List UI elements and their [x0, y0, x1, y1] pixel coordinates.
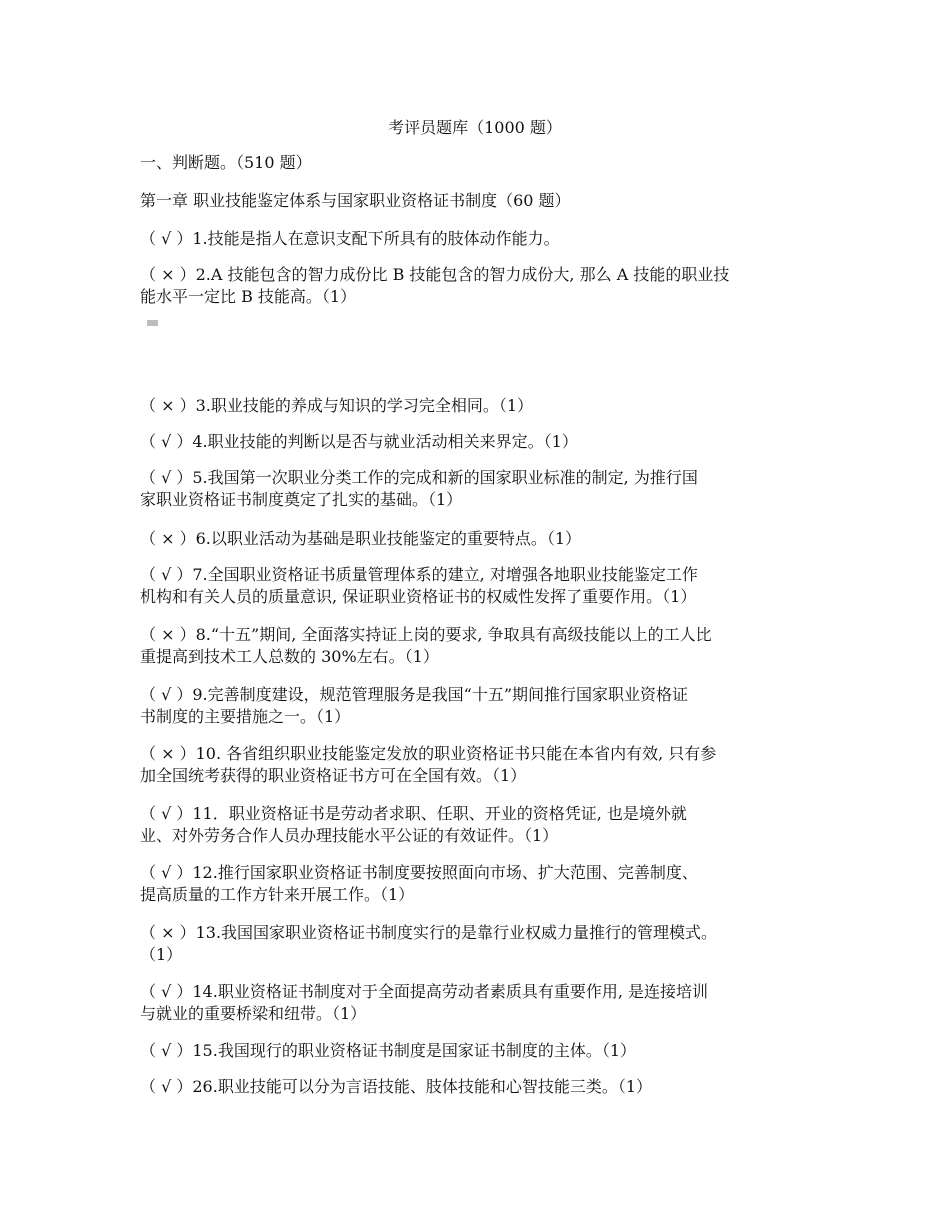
question-line [140, 981, 815, 1003]
question-line [140, 264, 815, 286]
question-text: 10. 各省组织职业技能鉴定发放的职业资格证书只能在本省内有效, 只有参 [195, 744, 717, 763]
question-item [140, 624, 815, 668]
question-line [140, 1040, 815, 1062]
question-line [140, 564, 815, 586]
answer-mark: （ √ ） [140, 804, 193, 823]
question-line [140, 528, 815, 550]
image-placeholder [147, 320, 158, 326]
question-item [140, 862, 815, 906]
question-text: 13.我国国家职业资格证书制度实行的是靠行业权威力量推行的管理模式。 [195, 923, 718, 942]
question-text: 26.职业技能可以分为言语技能、肢体技能和心智技能三类。（1） [192, 1077, 653, 1096]
question-item [140, 264, 815, 308]
question-line: 重提高到技术工人总数的 30%左右。（1） [140, 647, 439, 666]
question-item [140, 1040, 815, 1062]
question-line [140, 395, 815, 417]
question-line [140, 624, 815, 646]
question-line [140, 743, 815, 765]
question-item [140, 981, 815, 1025]
answer-mark: （ × ） [140, 923, 196, 942]
question-text: 9.完善制度建设，规范管理服务是我国“十五”期间推行国家职业资格证 [192, 685, 689, 704]
question-line: （1） [140, 945, 183, 964]
question-line [140, 803, 815, 825]
question-line: 与就业的重要桥梁和纽带。（1） [140, 1004, 367, 1023]
question-item [140, 564, 815, 608]
question-item [140, 743, 815, 787]
question-item [140, 922, 815, 966]
question-line: 书制度的主要措施之一。（1） [140, 707, 351, 726]
question-line: 家职业资格证书制度奠定了扎实的基础。（1） [140, 490, 463, 509]
answer-mark: （ √ ） [140, 982, 193, 1001]
question-text: 5.我国第一次职业分类工作的完成和新的国家职业标准的制定, 为推行国 [192, 468, 698, 487]
question-line [140, 922, 815, 944]
question-item [140, 431, 815, 453]
question-text: 3.职业技能的养成与知识的学习完全相同。（1） [195, 396, 534, 415]
question-item [140, 395, 815, 417]
answer-mark: （ √ ） [140, 685, 193, 704]
question-text: 15.我国现行的职业资格证书制度是国家证书制度的主体。（1） [192, 1041, 637, 1060]
question-line: 提高质量的工作方针来开展工作。（1） [140, 885, 415, 904]
question-line [140, 228, 815, 250]
question-line [140, 1076, 815, 1098]
question-item [140, 228, 815, 250]
answer-mark: （ √ ） [140, 565, 193, 584]
answer-mark: （ × ） [140, 529, 196, 548]
answer-mark: （ √ ） [140, 432, 193, 451]
answer-mark: （ × ） [140, 396, 196, 415]
question-text: 6.以职业活动为基础是职业技能鉴定的重要特点。（1） [195, 529, 582, 548]
question-line: 加全国统考获得的职业资格证书方可在全国有效。（1） [140, 766, 527, 785]
answer-mark: （ × ） [140, 744, 196, 763]
question-line: 能水平一定比 B 技能高。（1） [140, 287, 357, 306]
chapter-heading: 第一章 职业技能鉴定体系与国家职业资格证书制度（60 题） [140, 191, 571, 210]
question-item [140, 528, 815, 550]
answer-mark: （ √ ） [140, 468, 193, 487]
question-item [140, 684, 815, 728]
answer-mark: （ √ ） [140, 1041, 193, 1060]
question-line: 机构和有关人员的质量意识, 保证职业资格证书的权威性发挥了重要作用。（1） [140, 587, 697, 606]
question-text: 1.技能是指人在意识支配下所具有的肢体动作能力。 [192, 229, 560, 248]
question-text: 12.推行国家职业资格证书制度要按照面向市场、扩大范围、完善制度、 [192, 863, 698, 882]
question-text: 8.“十五”期间, 全面落实持证上岗的要求, 争取具有高级技能以上的工人比 [195, 625, 712, 644]
question-line [140, 684, 815, 706]
question-line [140, 431, 815, 453]
question-text: 11．职业资格证书是劳动者求职、任职、开业的资格凭证, 也是境外就 [192, 804, 687, 823]
section-heading: 一、判断题。（510 题） [140, 153, 312, 172]
question-text: 2.A 技能包含的智力成份比 B 技能包含的智力成份大, 那么 A 技能的职业技 [195, 265, 730, 284]
question-text: 7.全国职业资格证书质量管理体系的建立, 对增强各地职业技能鉴定工作 [192, 565, 698, 584]
answer-mark: （ √ ） [140, 229, 193, 248]
document-title: 考评员题库（1000 题） [388, 118, 562, 137]
answer-mark: （ √ ） [140, 1077, 193, 1096]
question-item [140, 467, 815, 511]
question-line [140, 467, 815, 489]
question-item [140, 803, 815, 847]
question-item [140, 1076, 815, 1098]
answer-mark: （ √ ） [140, 863, 193, 882]
question-text: 4.职业技能的判断以是否与就业活动相关来界定。（1） [192, 432, 578, 451]
question-line [140, 862, 815, 884]
question-text: 14.职业资格证书制度对于全面提高劳动者素质具有重要作用, 是连接培训 [192, 982, 708, 1001]
question-line: 业、对外劳务合作人员办理技能水平公证的有效证件。（1） [140, 826, 559, 845]
answer-mark: （ × ） [140, 625, 196, 644]
answer-mark: （ × ） [140, 265, 196, 284]
